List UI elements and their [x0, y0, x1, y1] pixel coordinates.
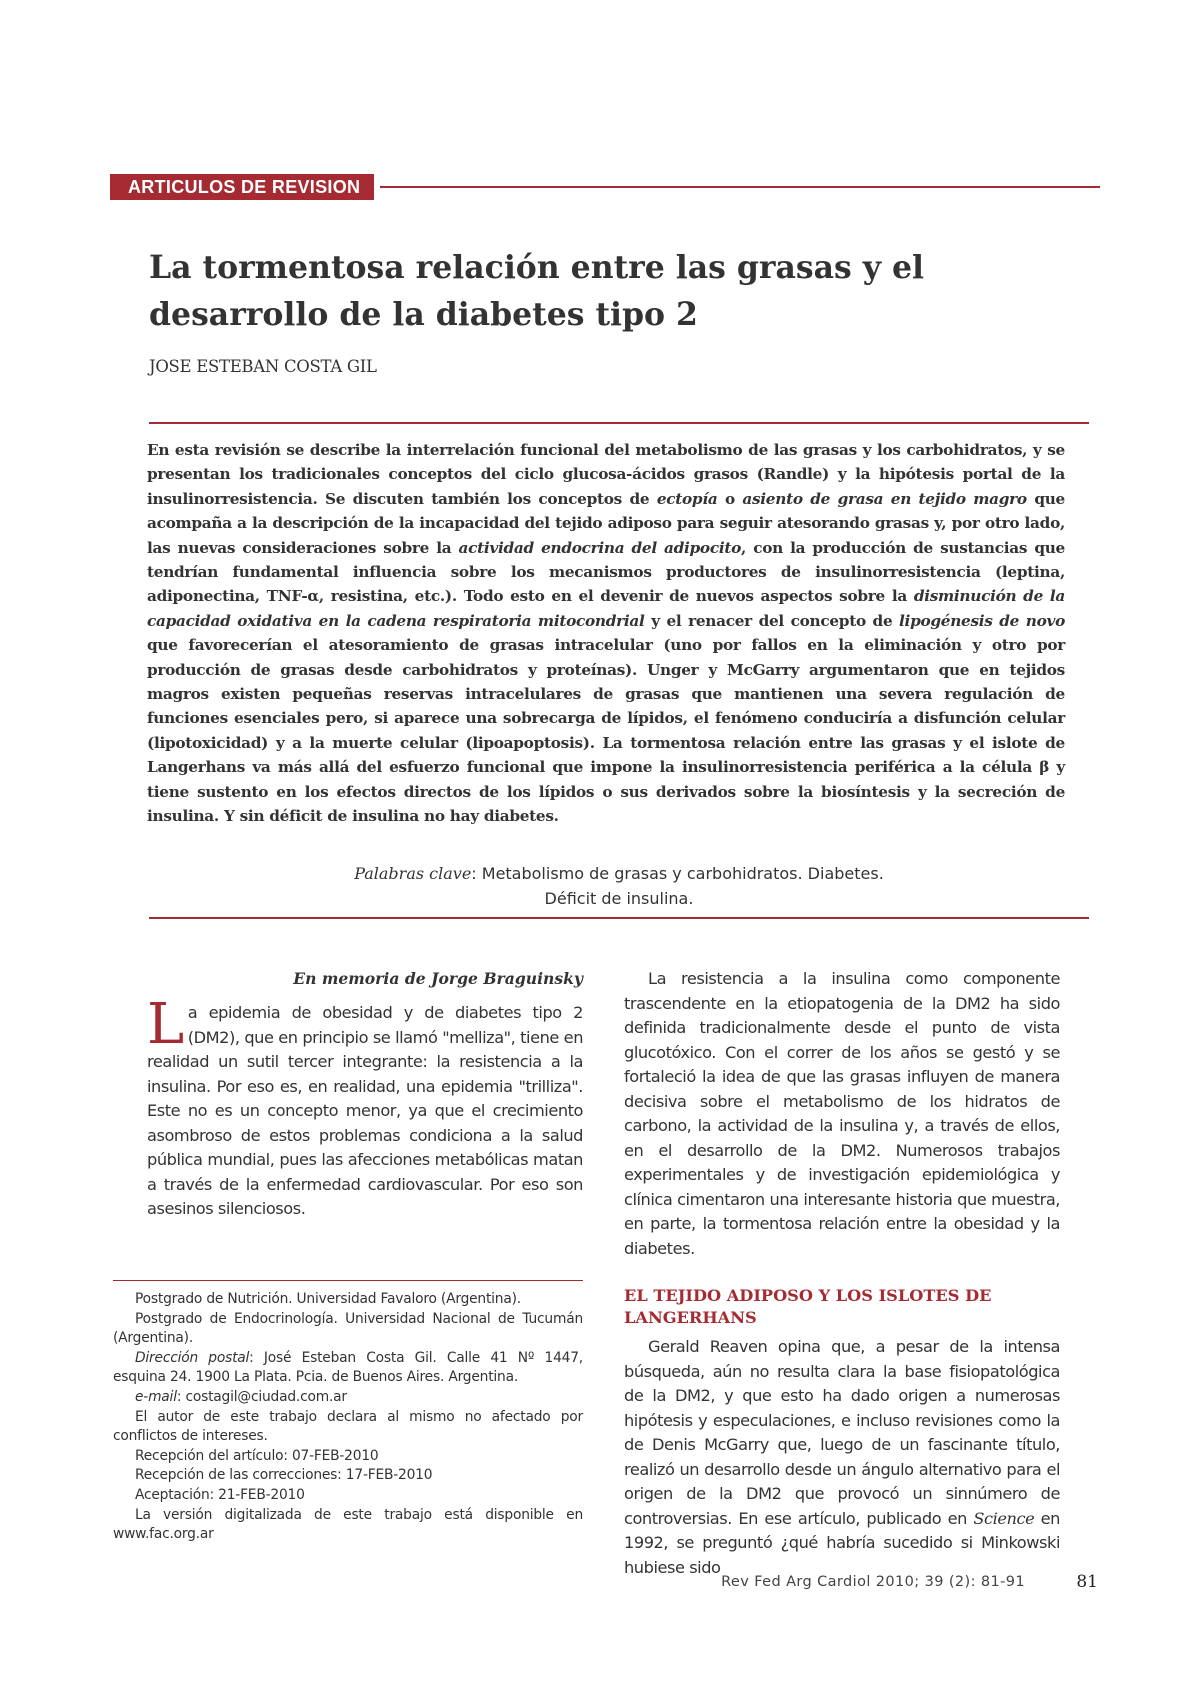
journal-citation: Rev Fed Arg Cardiol 2010; 39 (2): 81-91: [721, 1574, 1025, 1590]
email: e-mail: costagil@ciudad.com.ar: [135, 1388, 347, 1405]
page-number: 81: [1076, 1572, 1098, 1592]
postal-address: Dirección postal: José Esteban Costa Gil. Calle 41 Nº 1447, esquina 24. 1900 La Plata. Pcia. de Buenos Aires. Argentina.: [113, 1349, 583, 1386]
digital-version: La versión digitalizada de este trabajo está disponible en www.fac.org.ar: [113, 1506, 583, 1543]
footnotes: [113, 1290, 583, 1545]
section-subheading: EL TEJIDO ADIPOSO Y LOS ISLOTES DE LANGERHANS: [624, 1286, 992, 1327]
section-header: [110, 174, 1100, 200]
body-paragraph-1: La resistencia a la insulina como componente trascendente en la etiopatogenia de la DM2 ha sido definida tradicionalmente desde el punto de vista glucotóxico. Con el correr de los años se gestó y se fortaleció la idea de que las grasas influyen de manera decisiva sobre el metabolismo de los hidratos de carbono, la actividad de la insulina y, a través de ellos, en el desarrollo de la DM2. Numerosos trabajos experimentales y de investigación epidemiológica y clínica cimentaron una interesante historia que muestra, en parte, la tormentosa relación entre la obesidad y la diabetes.: [624, 969, 1060, 1258]
section-rule: [380, 186, 1100, 188]
abstract-bottom-rule: [149, 917, 1089, 919]
body-paragraph-2: Gerald Reaven opina que, a pesar de la intensa búsqueda, aún no resulta clara la base fisiopatológica de la DM2, y que esto ha dado origen a numerosas hipótesis y especulaciones, e incluso revisiones como la de Denis McGarry que, luego de un fascinante título, realizó un desarrollo desde un ángulo alternativo para el origen de la DM2 que provocó un sinnúmero de controversias. En ese artículo, publicado en Science en 1992, se preguntó ¿qué habría sucedido si Minkowski hubiese sido: [624, 1337, 1060, 1577]
accepted-date: Aceptación: 21-FEB-2010: [135, 1486, 305, 1503]
drop-cap: L: [147, 992, 184, 1057]
affiliation-1: Postgrado de Nutrición. Universidad Favaloro (Argentina).: [135, 1291, 521, 1307]
abstract: En esta revisión se describe la interrelación funcional del metabolismo de las grasas y los carbohidratos, y se presentan los tradicionales conceptos del ciclo glucosa-ácidos grasos (Randle) y la hipótesis portal de la insulinorresistencia. Se discuten también los conceptos de ectopía o asiento de grasa en tejido magro que acompaña a la descripción de la incapacidad del tejido adiposo para seguir atesorando grasas y, por otro lado, las nuevas consideraciones sobre la actividad endocrina del adipocito, con la producción de sustancias que tendrían fundamental influencia sobre los mecanismos productores de insulinorresistencia (leptina, adiponectina, TNF-α, resistina, etc.). Todo esto en el devenir de nuevos aspectos sobre la disminución de la capacidad oxidativa en la cadena respiratoria mitocondrial y el renacer del concepto de lipogénesis de novo que favorecerían el atesoramiento de grasas intracelular (uno por fallos en la eliminación y otro por producción de grasas desde carbohidratos y proteínas). Unger y McGarry argumentaron que en tejidos magros existen pequeñas reservas intracelulares de grasas que mantienen una severa regulación de funciones esenciales pero, si aparece una sobrecarga de lípidos, el fenómeno conduciría a disfunción celular (lipotoxicidad) y a la muerte celular (lipoapoptosis). La tormentosa relación entre las grasas y el islote de Langerhans va más allá del esfuerzo funcional que impone la insulinorresistencia periférica a la célula β y tiene sustento en los efectos directos de los lípidos o sus derivados sobre la biosíntesis y la secreción de insulina. Y sin déficit de insulina no hay diabetes.: [147, 441, 1065, 826]
keywords-label: Palabras clave: [354, 864, 472, 883]
author-name: JOSE ESTEBAN COSTA GIL: [149, 357, 377, 376]
left-column: [147, 967, 583, 1222]
received-date: Recepción del artículo: 07-FEB-2010: [135, 1447, 379, 1464]
page-footer: [0, 1574, 1200, 1598]
abstract-top-rule: [149, 422, 1089, 424]
intro-paragraph: La epidemia de obesidad y de diabetes tipo 2 (DM2), que en principio se llamó "melliza", tiene en realidad un sutil tercer integrante: la resistencia a la insulina. Por eso es, en realidad, una epidemia "trilliza". Este no es un concepto menor, ya que el crecimiento asombroso de estos problemas condiciona a la salud pública mundial, pues las afecciones metabólicas matan a través de la enfermedad cardiovascular. Por eso son asesinos silenciosos.: [147, 992, 583, 1218]
affiliation-2: Postgrado de Endocrinología. Universidad Nacional de Tucumán (Argentina).: [113, 1310, 583, 1347]
article-title: La tormentosa relación entre las grasas y el desarrollo de la diabetes tipo 2: [149, 249, 924, 333]
dedication: En memoria de Jorge Braguinsky: [293, 969, 583, 988]
corrections-date: Recepción de las correcciones: 17-FEB-2010: [135, 1467, 433, 1484]
footnotes-rule: [113, 1280, 583, 1281]
conflict-statement: El autor de este trabajo declara al mismo no afectado por conflictos de intereses.: [113, 1408, 583, 1445]
keywords: Palabras clave: Metabolismo de grasas y carbohidratos. Diabetes. Déficit de insulina.: [354, 864, 884, 908]
right-column: [624, 967, 1060, 1580]
section-label: ARTICULOS DE REVISION: [110, 174, 374, 200]
